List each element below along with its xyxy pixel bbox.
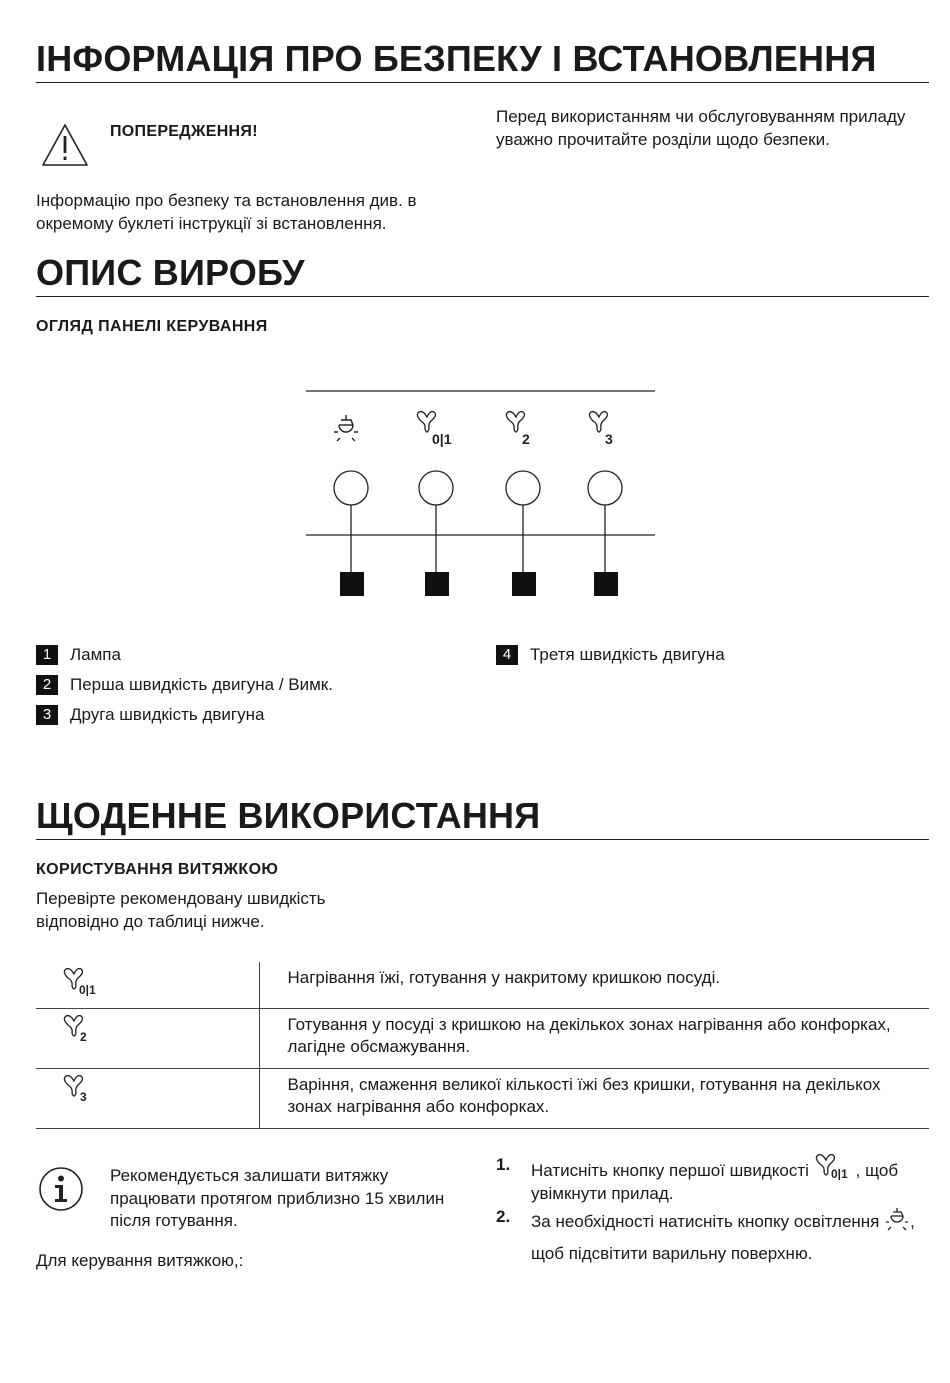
safety-info-text: Інформацію про безпеку та встановлення див. в окремому буклеті інструкції зі встановлення. — [36, 191, 417, 233]
fan-0-1-icon — [417, 412, 451, 447]
svg-text:0|1: 0|1 — [830, 1167, 848, 1180]
control-panel-subheading: ОГЛЯД ПАНЕЛІ КЕРУВАННЯ — [36, 318, 268, 335]
table-icon-cell — [36, 1008, 259, 1068]
speed-3-button[interactable] — [588, 471, 622, 505]
table-desc-cell: Готування у посуді з кришкою на декількох зонах нагрівання або конфорках, лагідне обсмажування. — [287, 1014, 891, 1056]
warning-label: ПОПЕРЕДЖЕННЯ! — [110, 123, 258, 140]
legend-item — [36, 705, 264, 725]
table-row — [36, 962, 929, 1008]
legend-item — [496, 645, 725, 665]
lamp-button[interactable] — [334, 471, 368, 505]
info-icon — [38, 1166, 84, 1212]
hood-usage-subheading: КОРИСТУВАННЯ ВИТЯЖКОЮ — [36, 861, 279, 878]
table-row — [36, 1068, 929, 1128]
lamp-icon — [884, 1207, 910, 1231]
svg-text:0|1: 0|1 — [432, 431, 452, 447]
warning-triangle-icon — [40, 122, 90, 168]
lamp-icon — [334, 415, 358, 441]
legend-label: Друга швидкість двигуна — [70, 705, 265, 724]
fan-0-1-icon — [814, 1154, 856, 1180]
table-icon-cell — [36, 962, 259, 1008]
table-icon-cell — [36, 1068, 259, 1128]
svg-text:0|1: 0|1 — [79, 983, 96, 996]
product-heading: ОПИС ВИРОБУ — [36, 252, 305, 293]
heading-rule — [36, 296, 929, 297]
legend-number: 3 — [36, 705, 58, 725]
tip-text: Рекомендується залишати витяжку працювати протягом приблизно 15 хвилин після готування. — [110, 1166, 445, 1230]
control-panel-diagram — [300, 385, 660, 605]
steps-list — [496, 1154, 916, 1270]
speed-table — [36, 962, 929, 1129]
step-item — [496, 1206, 916, 1270]
legend-number: 2 — [36, 675, 58, 695]
callout-lines — [351, 505, 605, 573]
callout-markers — [340, 572, 618, 596]
svg-text:2: 2 — [522, 431, 530, 447]
step-item — [496, 1154, 916, 1205]
legend-number: 4 — [496, 645, 518, 665]
legend-label: Перша швидкість двигуна / Вимк. — [70, 675, 333, 694]
table-row — [36, 1008, 929, 1068]
hood-usage-intro: Перевірте рекомендовану швидкість відповідно до таблиці нижче. — [36, 889, 326, 931]
step-number: 2. — [496, 1207, 511, 1226]
fan-2-icon — [506, 412, 530, 447]
fan-0-1-icon — [62, 968, 106, 996]
legend-label: Третя швидкість двигуна — [530, 645, 725, 664]
fan-3-icon — [62, 1075, 106, 1103]
legend-number: 1 — [36, 645, 58, 665]
step-text: Натисніть кнопку першої швидкості — [531, 1161, 814, 1180]
safety-heading: ІНФОРМАЦІЯ ПРО БЕЗПЕКУ І ВСТАНОВЛЕННЯ — [36, 38, 877, 79]
fan-3-icon — [589, 412, 613, 447]
table-desc-cell: Варіння, смаження великої кількості їжі без кришки, готування на декількох зонах нагрівання або конфорках. — [287, 1074, 881, 1116]
heading-rule — [36, 839, 929, 840]
legend-item — [36, 675, 333, 695]
svg-text:3: 3 — [605, 431, 613, 447]
step-text: За необхідності натисніть кнопку освітлення — [531, 1212, 885, 1231]
fan-2-icon — [62, 1015, 106, 1043]
control-intro-text: Для керування витяжкою,: — [36, 1251, 244, 1270]
legend-label: Лампа — [70, 645, 121, 664]
safety-read-text: Перед використанням чи обслуговуванням приладу уважно прочитайте розділи щодо безпеки. — [496, 107, 906, 149]
step-text: , щоб увімкнути прилад. — [531, 1161, 899, 1203]
daily-use-heading: ЩОДЕННЕ ВИКОРИСТАННЯ — [36, 795, 541, 836]
table-desc-cell: Нагрівання їжі, готування у накритому кришкою посуді. — [287, 968, 721, 987]
svg-text:2: 2 — [80, 1029, 87, 1043]
legend-item — [36, 645, 121, 665]
speed-1-button[interactable] — [419, 471, 453, 505]
heading-rule — [36, 82, 929, 83]
svg-text:3: 3 — [80, 1089, 87, 1103]
speed-2-button[interactable] — [506, 471, 540, 505]
step-number: 1. — [496, 1155, 511, 1174]
step-text: , щоб підсвітити варильну поверхню. — [531, 1212, 915, 1263]
